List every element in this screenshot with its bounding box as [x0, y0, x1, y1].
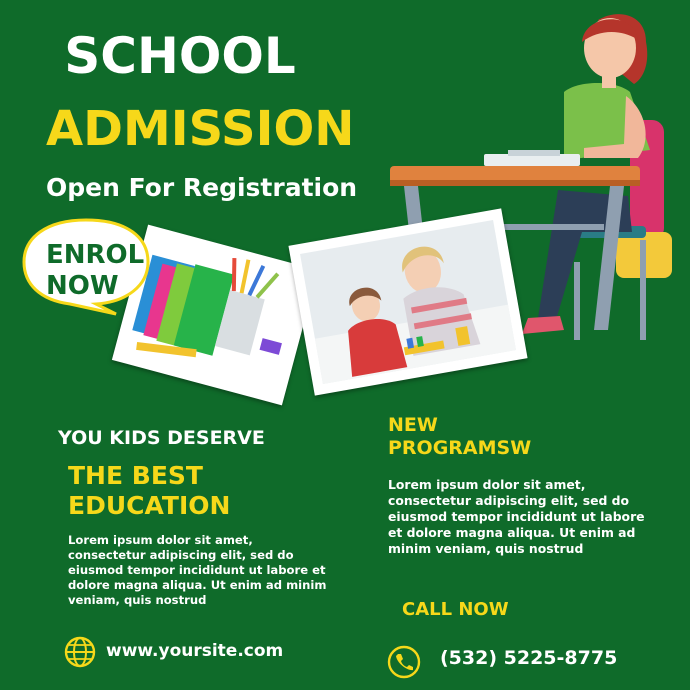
globe-icon: [64, 636, 96, 668]
teacher-child-image: [288, 208, 527, 395]
best-education-heading-line1: THE BEST: [68, 461, 203, 490]
title-admission: ADMISSION: [46, 101, 355, 157]
enrol-line1: ENROL: [46, 240, 145, 270]
website-link[interactable]: www.yoursite.com: [106, 641, 284, 661]
teacher-child-photo: [288, 208, 527, 395]
new-programs-heading-line2: PROGRAMSW: [388, 437, 532, 459]
title-school: SCHOOL: [64, 27, 296, 85]
best-education-heading-line2: EDUCATION: [68, 491, 231, 520]
enrol-now-badge[interactable]: [46, 240, 144, 302]
phone-icon: [387, 645, 421, 679]
left-body-text: Lorem ipsum dolor sit amet, consectetur adipiscing elit, sed do eiusmod tempor incididunt ut labore et dolore magna aliqua. Ut enim ad minim veniam, quis nostrud: [68, 533, 327, 607]
phone-number[interactable]: (532) 5225-8775: [440, 647, 618, 669]
new-programs-heading-line1: NEW: [388, 414, 438, 436]
enrol-line2: NOW: [46, 271, 119, 301]
call-now-label[interactable]: CALL NOW: [402, 599, 509, 620]
subtitle: Open For Registration: [46, 173, 358, 202]
right-body-text: Lorem ipsum dolor sit amet, consectetur adipiscing elit, sed do eiusmod tempor incididunt ut labore et dolore magna aliqua. Ut enim ad minim veniam, quis nostrud: [388, 477, 645, 556]
kids-deserve-kicker: YOU KIDS DESERVE: [58, 427, 265, 449]
